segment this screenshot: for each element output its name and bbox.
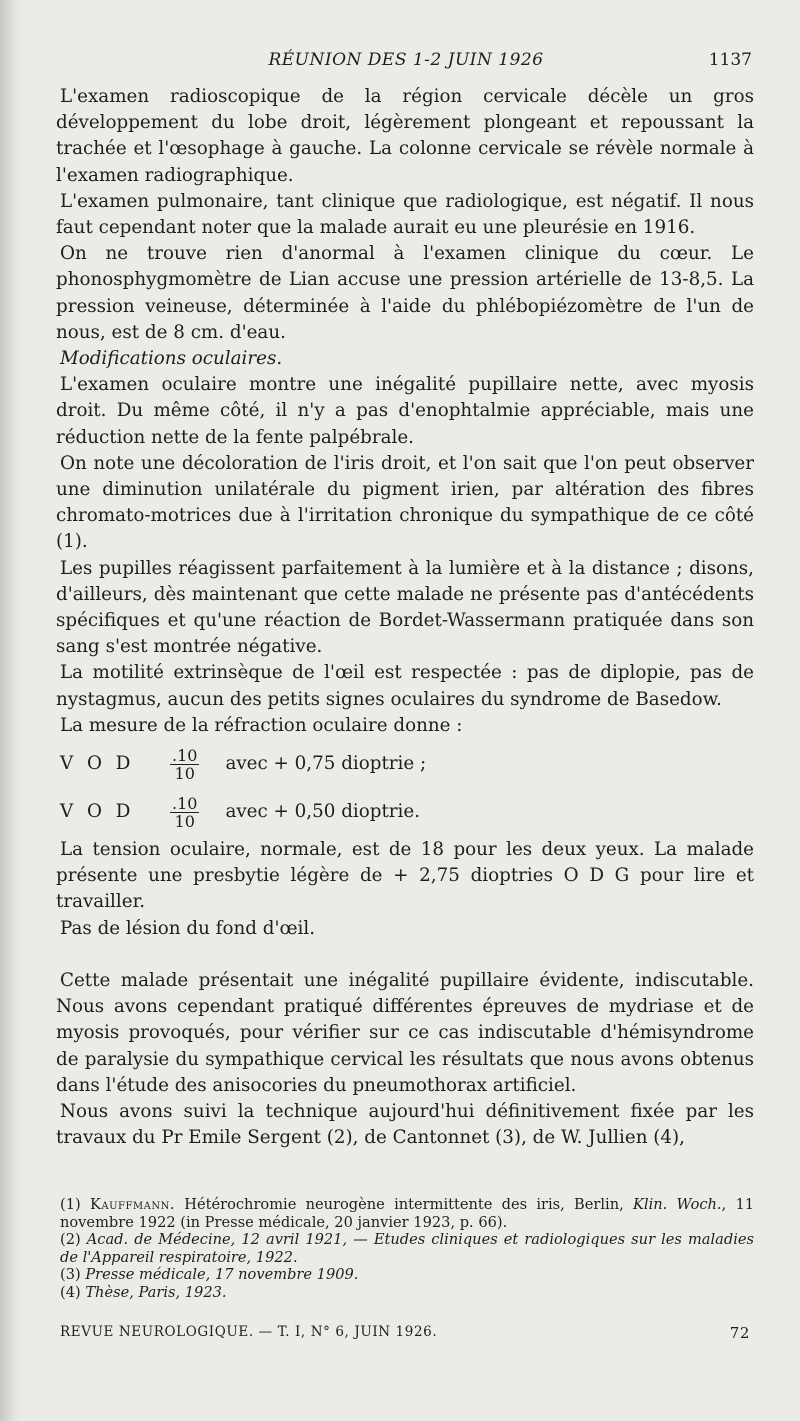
- formula-eye-label: V O D: [60, 800, 135, 822]
- page-number: 1137: [708, 50, 752, 70]
- formula-fraction: [170, 795, 199, 830]
- paragraph-gap: [56, 942, 754, 968]
- running-title: RÉUNION DES 1-2 JUIN 1926: [268, 50, 544, 70]
- main-text: [56, 84, 754, 1151]
- refraction-formula-1: [60, 741, 754, 787]
- footnote-text: Presse médicale, 17 novembre 1909.: [85, 1266, 359, 1283]
- footnote-mark: (3): [60, 1266, 81, 1283]
- footnotes: [60, 1196, 754, 1301]
- paragraph-anisocoria: Cette malade présentait une inégalité pupillaire évidente, indiscutable. Nous avons cependant pratiqué différentes épreuves de mydriase et de myosis provoqués, pour vérifier sur ce cas indiscutable d'hémisyndrome de paralysie du sympathique cervical les résultats que nous avons obtenus dans l'étude des anisocories du pneumothorax artificiel.: [56, 969, 754, 1096]
- footnote-text: Acad. de Médecine, 12 avril 1921, — Etudes cliniques et radiologiques sur les maladies de l'Appareil respiratoire, 1922.: [60, 1231, 755, 1266]
- refraction-formula-2: [60, 789, 754, 835]
- paragraph-fundus: Pas de lésion du fond d'œil.: [60, 917, 316, 939]
- paragraph-technique: Nous avons suivi la technique aujourd'hui définitivement fixée par les travaux du Pr Emile Sergent (2), de Cantonnet (3), de W. Jullien (4),: [56, 1100, 754, 1149]
- paragraph-radioscopy: L'examen radioscopique de la région cervicale décèle un gros développement du lobe droit, légèrement plongeant et repoussant la trachée et l'œsophage à gauche. La colonne cervicale se révèle normale à l'examen radiographique.: [56, 86, 754, 186]
- page-footer: [60, 1324, 752, 1344]
- paragraph-tension: La tension oculaire, normale, est de 18 pour les deux yeux. La malade présente une presbytie légère de + 2,75 dioptries O D G pour lire et travailler.: [56, 839, 754, 913]
- formula-eye-label: V O D: [60, 752, 135, 774]
- paragraph-iris: On note une décoloration de l'iris droit, et l'on sait que l'on peut observer une diminution unilatérale du pigment irien, par altération des fibres chromato-motrices due à l'irritation chronique du sympathique de ce côté (1).: [56, 452, 754, 553]
- signature-mark: 72: [729, 1324, 750, 1342]
- footnote-1: [60, 1196, 754, 1231]
- footnote-mark: (2): [60, 1231, 81, 1248]
- footnote-3: [60, 1266, 754, 1284]
- footnote-mark: (4): [60, 1283, 81, 1301]
- paragraph-pupils: Les pupilles réagissent parfaitement à la lumière et à la distance ; disons, d'ailleurs, dès maintenant que cette malade ne présente pas d'antécédents spécifiques et qu'une réaction de Bordet-Wassermann pratiquée dans son sang s'est montrée négative.: [56, 557, 754, 658]
- fraction-denominator: 10: [174, 811, 195, 831]
- footnote-text: Hétérochromie neurogène intermittente des iris, Berlin,: [184, 1196, 624, 1213]
- fraction-numerator: .10: [172, 745, 198, 765]
- footnote-4: [60, 1284, 754, 1302]
- fraction-denominator: 10: [174, 763, 195, 783]
- footnote-2: [60, 1231, 754, 1266]
- footnote-author: Kauffmann.: [89, 1196, 175, 1213]
- page-shadow-edge: [0, 0, 22, 1421]
- footnote-source: Klin. Woch.: [633, 1196, 722, 1213]
- paragraph-pulmonary: L'examen pulmonaire, tant clinique que radiologique, est négatif. Il nous faut cependant noter que la malade aurait eu une pleurésie en 1916.: [56, 190, 754, 239]
- paragraph-heart: On ne trouve rien d'anormal à l'examen clinique du cœur. Le phonosphygmomètre de Lian accuse une pression artérielle de 13-8,5. La pression veineuse, déterminée à l'aide du phlébopiézomètre de l'un de nous, est de 8 cm. d'eau.: [56, 243, 754, 343]
- paragraph-ocular-exam: L'examen oculaire montre une inégalité pupillaire nette, avec myosis droit. Du même côté, il n'y a pas d'enophtalmie appréciable, mais une réduction nette de la fente palpébrale.: [56, 374, 754, 448]
- section-heading: Modifications oculaires.: [60, 348, 283, 370]
- paragraph-motility: La motilité extrinsèque de l'œil est respectée : pas de diplopie, pas de nystagmus, aucun des petits signes oculaires du syndrome de Basedow.: [56, 662, 754, 710]
- footnote-text: Thèse, Paris, 1923.: [85, 1283, 227, 1301]
- fraction-numerator: .10: [172, 793, 198, 813]
- journal-reference: REVUE NEUROLOGIQUE. — T. I, N° 6, JUIN 1926.: [60, 1324, 438, 1340]
- running-header: [60, 50, 752, 74]
- footnote-rest: , 11 novembre 1922 (in Presse médicale, 20 janvier 1923, p. 66).: [60, 1196, 755, 1231]
- formula-text: avec + 0,75 dioptrie ;: [225, 752, 427, 774]
- formula-fraction: [170, 747, 199, 782]
- paragraph-refraction: La mesure de la réfraction oculaire donne :: [60, 714, 463, 736]
- footnote-mark: (1): [60, 1196, 81, 1213]
- formula-text: avec + 0,50 dioptrie.: [225, 800, 421, 822]
